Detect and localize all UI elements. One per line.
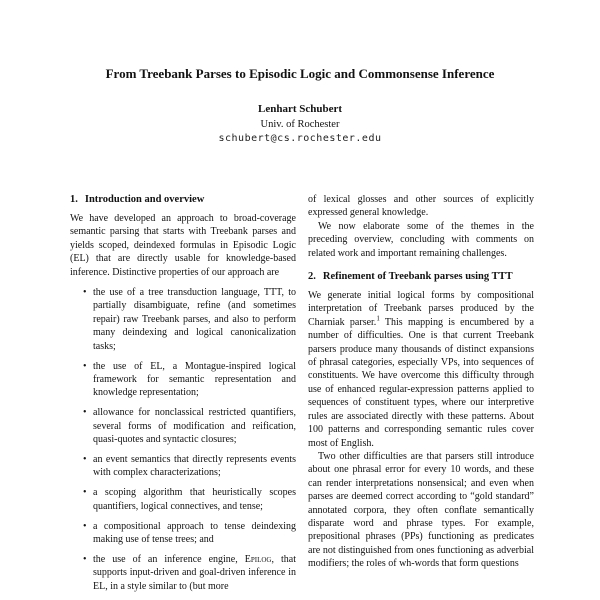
section-title: Refinement of Treebank parses using TTT [322, 271, 513, 283]
author-affiliation: Univ. of Rochester [260, 119, 340, 130]
author-email: schubert@cs.rochester.edu [218, 133, 382, 144]
bullet-item [83, 453, 296, 480]
bullet-text: allowance for nonclassical restricted quantifiers, several forms of modification and reification, quasi-quotes and syntactic closures; [93, 407, 296, 446]
paper-title: From Treebank Parses to Episodic Logic and Commonsense Inference [105, 66, 495, 81]
two-column-body [0, 193, 600, 600]
body-paragraph: Two other difficulties are that parsers still introduce about one phrasal error for every 10 words, and these can render interpretations nonsensical; and even when parses are deemed correct according to “gold standard” annotated corpora, they often conflate semantically disparate word and phrase types. For example, prepositional phrases (PPs) functioning as predicates are not distinguished from ones functioning as adverbial modifiers; the roles of wh-words that form questions [308, 450, 534, 570]
bullet-marker-icon: • [83, 553, 87, 565]
bullet-text: the use of EL, a Montague-inspired logical framework for semantic representation and knowledge representation; [93, 360, 296, 399]
author-name: Lenhart Schubert [257, 103, 343, 115]
bullet-marker-icon: • [83, 287, 87, 299]
bullet-text: an event semantics that directly represents events with complex characterizations; [93, 454, 296, 479]
epilog-system-name: Epilog [244, 553, 272, 565]
column-right [308, 193, 534, 600]
bullet-list [70, 286, 296, 593]
author-block [0, 102, 600, 146]
bullet-item [83, 486, 296, 513]
paragraph-text-pre: We generate initial logical forms by compositional interpretation of Treebank parses produced by the Charniak parser. [308, 290, 534, 328]
section-number: 2. [308, 271, 316, 283]
bullet-item [83, 406, 296, 446]
bullet-text: a scoping algorithm that heuristically scopes quantifiers, logical connectives, and tense; [93, 487, 296, 512]
bullet-text: a compositional approach to tense deindexing making use of tense trees; and [93, 520, 296, 546]
section-title: Introduction and overview [84, 194, 205, 205]
paragraph-text-post: This mapping is encumbered by a number of difficulties. One is that current Treebank parsers produce many thousands of distinct expansions of phrasal categories, especially VPs, into sequences of constituents. We have overcome this difficulty through use of enhanced regular-expression patterns applied to sequences of constituent types, where our interpretive rules are associated directly with these patterns. About 100 patterns and corresponding semantic rules cover most of English. [308, 316, 534, 449]
section-2-heading [308, 270, 534, 284]
section-1-heading [70, 193, 296, 207]
bullet-marker-icon: • [83, 360, 87, 372]
intro-paragraph: We have developed an approach to broad-coverage semantic parsing that starts with Treebank parses and yields scoped, deindexed formulas in Episodic Logic (EL) that are directly usable for knowledge-based inference. Distinctive properties of our approach are [70, 213, 296, 278]
bullet-item [83, 520, 296, 547]
bullet-text: the use of a tree transduction language, TTT, to partially disambiguate, refine (and sometimes repair) raw Treebank parses, and also to perform many deindexing and logical canonicalization tasks; [93, 287, 296, 352]
bullet-marker-icon: • [83, 454, 87, 465]
column-left [70, 193, 296, 600]
bullet-item [83, 553, 296, 593]
bullet-item [83, 360, 296, 400]
continued-paragraph: of lexical glosses and other sources of explicitly expressed general knowledge. [308, 194, 534, 219]
bullet-item [83, 286, 296, 353]
body-paragraph: We now elaborate some of the themes in the preceding overview, concluding with comments on related work and important remaining challenges. [308, 220, 534, 259]
bullet-marker-icon: • [83, 520, 87, 532]
bullet-text [93, 554, 296, 592]
bullet-text-post: , that supports input-driven and goal-driven inference in EL, in a style similar to (but more [93, 553, 296, 592]
bullet-marker-icon: • [83, 487, 87, 499]
bullet-marker-icon: • [83, 407, 87, 419]
section-number: 1. [70, 194, 78, 205]
body-paragraph [308, 289, 534, 450]
footnote-marker: 1 [376, 314, 380, 323]
bullet-text-pre: the use of an inference engine, [93, 553, 245, 565]
